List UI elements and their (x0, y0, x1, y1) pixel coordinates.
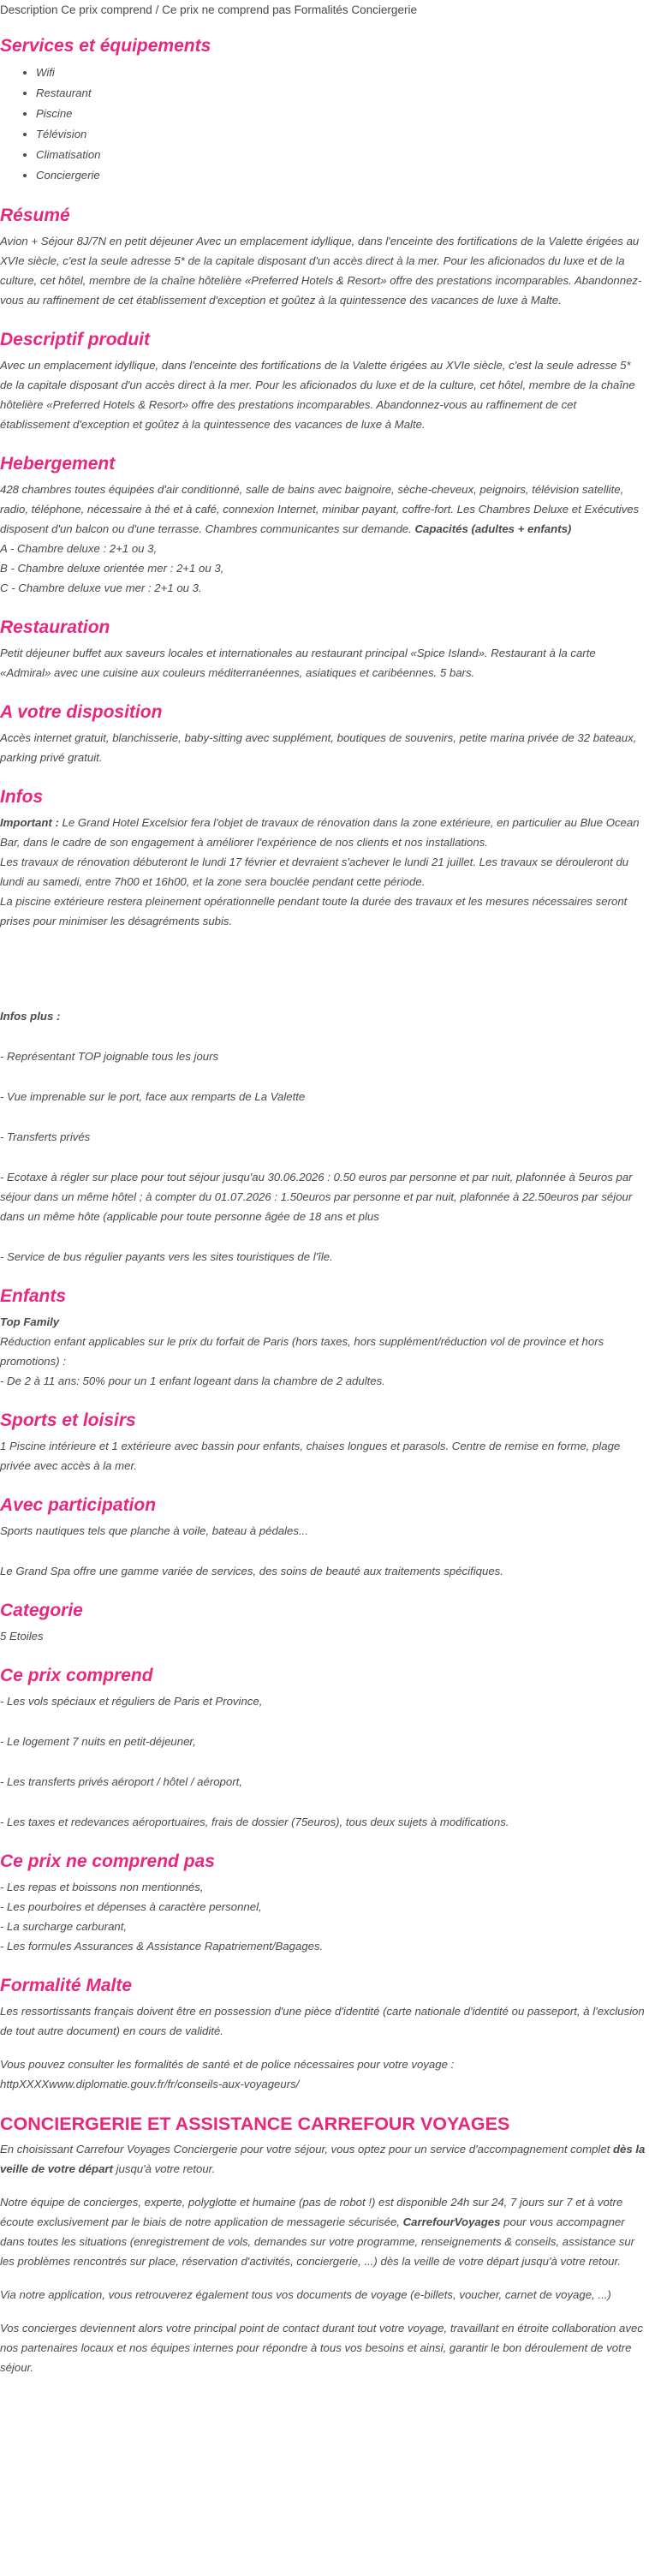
list-item: - Les transferts privés aéroport / hôtel / aéroport, (0, 1775, 242, 1788)
infos-plus-label: Infos plus : (0, 1010, 61, 1023)
resume-text: Avion + Séjour 8J/7N en petit déjeuner Avec un emplacement idyllique, dans l'enceinte des fortifications de la Valette érigées au XVIe siècle, c'est la seule adresse 5* de la capitale disposant d'un accès direct à la mer. Pour les aficionados du luxe et de la culture, cet hôtel, membre de la chaîne hôtelière «Preferred Hotels & Resort» offre des prestations incomparables. Abandonnez-vous au raffinement de cet établissement d'exception et goûtez à la quintessence des vacances de luxe à Malte. (0, 235, 642, 307)
list-item: - Les vols spéciaux et réguliers de Paris et Province, (0, 1695, 263, 1708)
comprend-heading: Ce prix comprend (0, 1666, 153, 1685)
list-item: - Le logement 7 nuits en petit-déjeuner, (0, 1735, 196, 1748)
section-tabs-line: Description Ce prix comprend / Ce prix ne comprend pas Formalités Conciergerie (0, 3, 417, 16)
diplomatie-link[interactable]: httpXXXXwww.diplomatie.gouv.fr/fr/conseils-aux-voyageurs/ (0, 2078, 300, 2090)
sports-text: 1 Piscine intérieure et 1 extérieure avec bassin pour enfants, chaises longues et parasols. Centre de remise en forme, plage privée avec accès à la mer. (0, 1440, 621, 1472)
list-item: - Représentant TOP joignable tous les jours (0, 1050, 219, 1063)
formalite-text2: Vous pouvez consulter les formalités de santé et de police nécessaires pour votre voyage : (0, 2058, 455, 2071)
conciergerie-p1-a: En choisissant Carrefour Voyages Conciergerie pour votre séjour, vous optez pour un service d'accompagnement complet (0, 2143, 613, 2156)
sports-heading: Sports et loisirs (0, 1410, 136, 1430)
conciergerie-p1-bold: dès la veille de votre départ (0, 2143, 646, 2175)
conciergerie-p2 (0, 2192, 646, 2271)
hebergement-body: 428 chambres toutes équipées d'air conditionné, salle de bains avec baignoire, sèche-cheveux, peignoirs, télévision satellite, radio, téléphone, nécessaire à thé et à café, connexion Internet, minibar payant, coffre-fort. Les Chambres Deluxe et Exécutives disposent d'un balcon ou d'une terrasse. Chambres communicantes sur demande. (0, 483, 640, 535)
list-item: - La surcharge carburant, (0, 1920, 128, 1933)
services-list (0, 63, 646, 186)
categorie-text: 5 Etoiles (0, 1630, 44, 1643)
important-label: Important : (0, 816, 59, 829)
important-text: Le Grand Hotel Excelsior fera l'objet de travaux de rénovation dans la zone extérieure, en particulier au Blue Ocean Bar, dans le cadre de son engagement à améliorer l'expérience de nos clients et nos installations. (0, 816, 640, 849)
infos-heading: Infos (0, 787, 44, 807)
list-item: - Les formules Assurances & Assistance Rapatriement/Bagages. (0, 1940, 324, 1953)
room-line: A - Chambre deluxe : 2+1 ou 3, (0, 542, 158, 555)
list-item: - Vue imprenable sur le port, face aux remparts de La Valette (0, 1090, 306, 1103)
spa-text: Le Grand Spa offre une gamme variée de services, des soins de beauté aux traitements spécifiques. (0, 1565, 503, 1577)
hebergement-heading: Hebergement (0, 454, 116, 474)
formalite-heading: Formalité Malte (0, 1976, 133, 1995)
infos-important (0, 813, 646, 852)
list-item: - Ecotaxe à régler sur place pour tout séjour jusqu'au 30.06.2026 : 0.50 euros par personne et par nuit, plafonnée à 5euros par séjour dans un même hôtel ; à compter du 01.07.2026 : 1.50euros par personne et par nuit, plafonnée à 22.50euros par séjour dans un même hôte (applicable pour toute personne âgée de 18 ans et plus (0, 1171, 633, 1223)
enfants-heading: Enfants (0, 1286, 67, 1306)
hebergement-text (0, 480, 646, 539)
list-item: • Conciergerie (36, 165, 646, 186)
conciergerie-p2-bold: CarrefourVoyages (402, 2215, 501, 2228)
list-item: - Les taxes et redevances aéroportuaires, frais de dossier (75euros), tous deux sujets à modifications. (0, 1816, 509, 1828)
conciergerie-p2-c: pour vous accompagner dans toutes les situations (enregistrement de vols, demandes sur votre programme, renseignements & conseils, assistance sur les problèmes rencontrés sur place, réservation d'activités, conciergerie, ...) dès la veille de votre départ jusqu'à votre retour. (0, 2215, 635, 2268)
disposition-heading: A votre disposition (0, 702, 163, 722)
capacites-label: Capacités (adultes + enfants) (414, 522, 572, 535)
formalite-text: Les ressortissants français doivent être en possession d'une pièce d'identité (carte nationale d'identité ou passeport, à l'exclusion de tout autre document) en cours de validité. (0, 2005, 645, 2037)
conciergerie-p2-a: Notre équipe de concierges, experte, polyglotte et humaine (pas de robot !) est disponible 24h sur 24, 7 jours sur 7 et à votre écoute exclusivement par le biais de notre application de messagerie sécurisée, (0, 2196, 623, 2228)
conciergerie-p4: Vos concierges deviennent alors votre principal point de contact durant tout votre voyage, travaillant en étroite collaboration avec nos partenaires locaux et nos équipes internes pour répondre à tous vos besoins et ainsi, garantir le bon déroulement de votre séjour. (0, 2322, 643, 2374)
resume-heading: Résumé (0, 206, 70, 225)
ne-comprend-heading: Ce prix ne comprend pas (0, 1852, 215, 1871)
list-item: - Transferts privés (0, 1130, 91, 1143)
list-item: • Piscine (36, 104, 646, 124)
list-item: - Service de bus régulier payants vers les sites touristiques de l'île. (0, 1250, 333, 1263)
services-heading: Services et équipements (0, 36, 211, 56)
room-line: C - Chambre deluxe vue mer : 2+1 ou 3. (0, 581, 202, 594)
list-item: • Télévision (36, 124, 646, 145)
infos-piscine: La piscine extérieure restera pleinement opérationnelle pendant toute la durée des travaux et les mesures nécessaires seront prises pour minimiser les désagréments subis. (0, 895, 628, 927)
list-item: • Climatisation (36, 145, 646, 165)
restauration-text: Petit déjeuner buffet aux saveurs locales et internationales au restaurant principal «Spice Island». Restaurant à la carte «Admiral» avec une cuisine aux couleurs méditerranéennes, asiatiques et caribéennes. 5 bars. (0, 647, 596, 679)
categorie-heading: Categorie (0, 1601, 83, 1620)
conciergerie-p3: Via notre application, vous retrouverez également tous vos documents de voyage (e-billets, voucher, carnet de voyage, ...) (0, 2288, 611, 2301)
conciergerie-p1-c: jusqu'à votre retour. (112, 2162, 216, 2175)
descriptif-heading: Descriptif produit (0, 330, 151, 349)
enfants-subtitle: Top Family (0, 1315, 60, 1328)
restauration-heading: Restauration (0, 617, 110, 637)
infos-travaux: Les travaux de rénovation débuteront le lundi 17 février et devraient s'achever le lundi 21 juillet. Les travaux se dérouleront du lundi au samedi, entre 7h00 et 16h00, et la zone sera bouclée pendant cette période. (0, 856, 629, 888)
disposition-text: Accès internet gratuit, blanchisserie, baby-sitting avec supplément, boutiques de souvenirs, petite marina privée de 32 bateaux, parking privé gratuit. (0, 731, 637, 764)
conciergerie-p1 (0, 2139, 646, 2179)
participation-heading: Avec participation (0, 1495, 157, 1515)
list-item: • Wifi (36, 63, 646, 83)
list-item: - Les pourboires et dépenses à caractère personnel, (0, 1900, 262, 1913)
enfants-text: Réduction enfant applicables sur le prix du forfait de Paris (hors taxes, hors supplément/réduction vol de province et hors promotions) : (0, 1335, 604, 1368)
room-line: B - Chambre deluxe orientée mer : 2+1 ou 3, (0, 562, 224, 575)
list-item: • Restaurant (36, 83, 646, 104)
list-item: - Les repas et boissons non mentionnés, (0, 1881, 204, 1893)
enfants-item: - De 2 à 11 ans: 50% pour un 1 enfant logeant dans la chambre de 2 adultes. (0, 1374, 385, 1387)
participation-text: Sports nautiques tels que planche à voile, bateau à pédales... (0, 1524, 308, 1537)
descriptif-text: Avec un emplacement idyllique, dans l'enceinte des fortifications de la Valette érigées au XVIe siècle, c'est la seule adresse 5* de la capitale disposant d'un accès direct à la mer. Pour les aficionados du luxe et de la culture, cet hôtel, membre de la chaîne hôtelière «Preferred Hotels & Resort» offre des prestations incomparables. Abandonnez-vous au raffinement de cet établissement d'exception et goûtez à la quintessence des vacances de luxe à Malte. (0, 359, 635, 431)
conciergerie-heading: CONCIERGERIE ET ASSISTANCE CARREFOUR VOYAGES (0, 2114, 510, 2134)
